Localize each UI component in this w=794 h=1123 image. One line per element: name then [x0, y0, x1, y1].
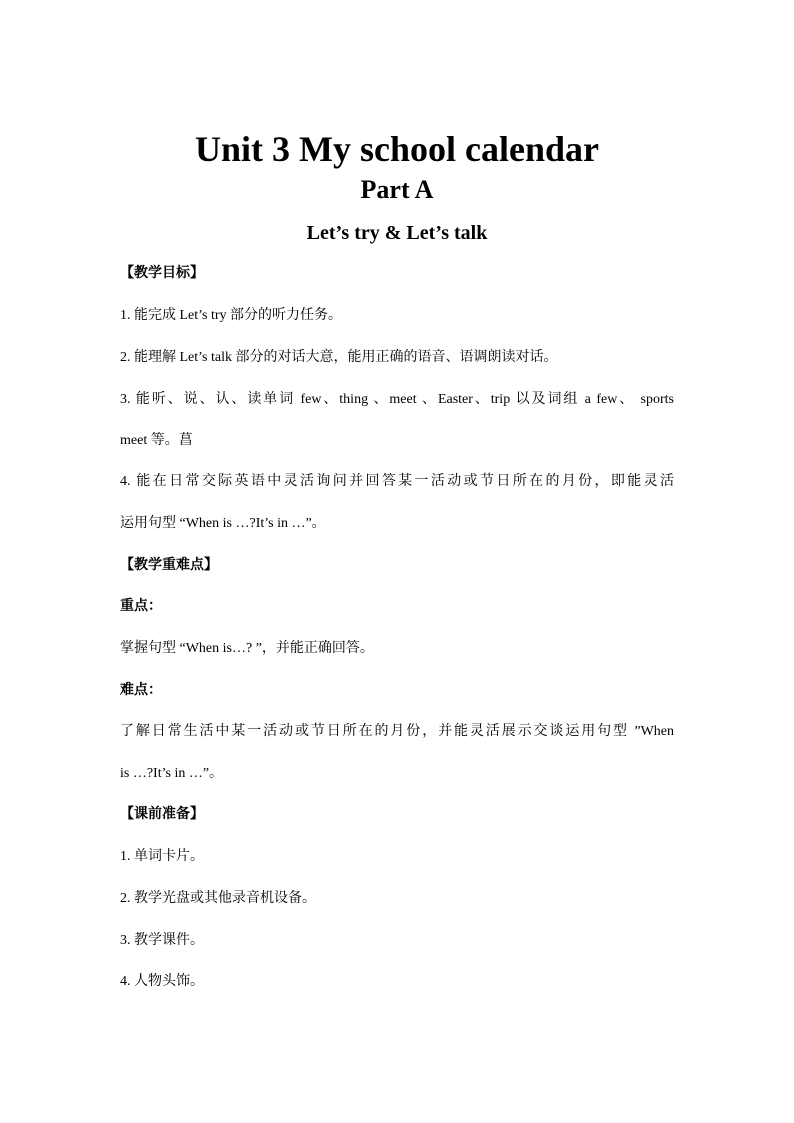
preparation-heading: 【课前准备】 — [120, 807, 204, 822]
difficulty-text-line-1: 了解日常生活中某一活动或节日所在的月份，并能灵活展示交谈运用句型 ”When — [120, 724, 674, 739]
preparation-item-4: 4. 人物头饰。 — [120, 974, 204, 989]
difficulty-text-line-2: is …?It’s in …”。 — [120, 766, 224, 781]
document-title: Unit 3 My school calendar — [195, 129, 599, 169]
objective-item-4-line-1: 4. 能在日常交际英语中灵活询问并回答某一活动或节日所在的月份，即能灵活 — [120, 474, 674, 489]
preparation-item-2: 2. 教学光盘或其他录音机设备。 — [120, 891, 316, 906]
document-subtitle: Part A — [360, 175, 434, 204]
objective-item-2: 2. 能理解 Let’s talk 部分的对话大意，能用正确的语音、语调朗读对话。 — [120, 350, 558, 365]
objective-item-4-line-2: 运用句型 “When is …?It’s in …”。 — [120, 516, 326, 531]
focus-label: 重点： — [120, 599, 162, 614]
preparation-item-3: 3. 教学课件。 — [120, 933, 204, 948]
difficulty-label: 难点： — [120, 683, 162, 698]
preparation-item-1: 1. 单词卡片。 — [120, 849, 204, 864]
focus-text: 掌握句型 “When is…? ”，并能正确回答。 — [120, 641, 374, 656]
objective-item-1: 1. 能完成 Let’s try 部分的听力任务。 — [120, 308, 343, 323]
objectives-heading: 【教学目标】 — [120, 266, 204, 281]
key-points-heading: 【教学重难点】 — [120, 558, 218, 573]
section-title: Let’s try & Let’s talk — [306, 222, 488, 244]
objective-item-3-line-2: meet 等。菖 — [120, 433, 193, 448]
objective-item-3-line-1: 3. 能听、说、认、读单词 few、thing 、meet 、Easter、trip 以及词组 a few、 sports — [120, 392, 674, 407]
